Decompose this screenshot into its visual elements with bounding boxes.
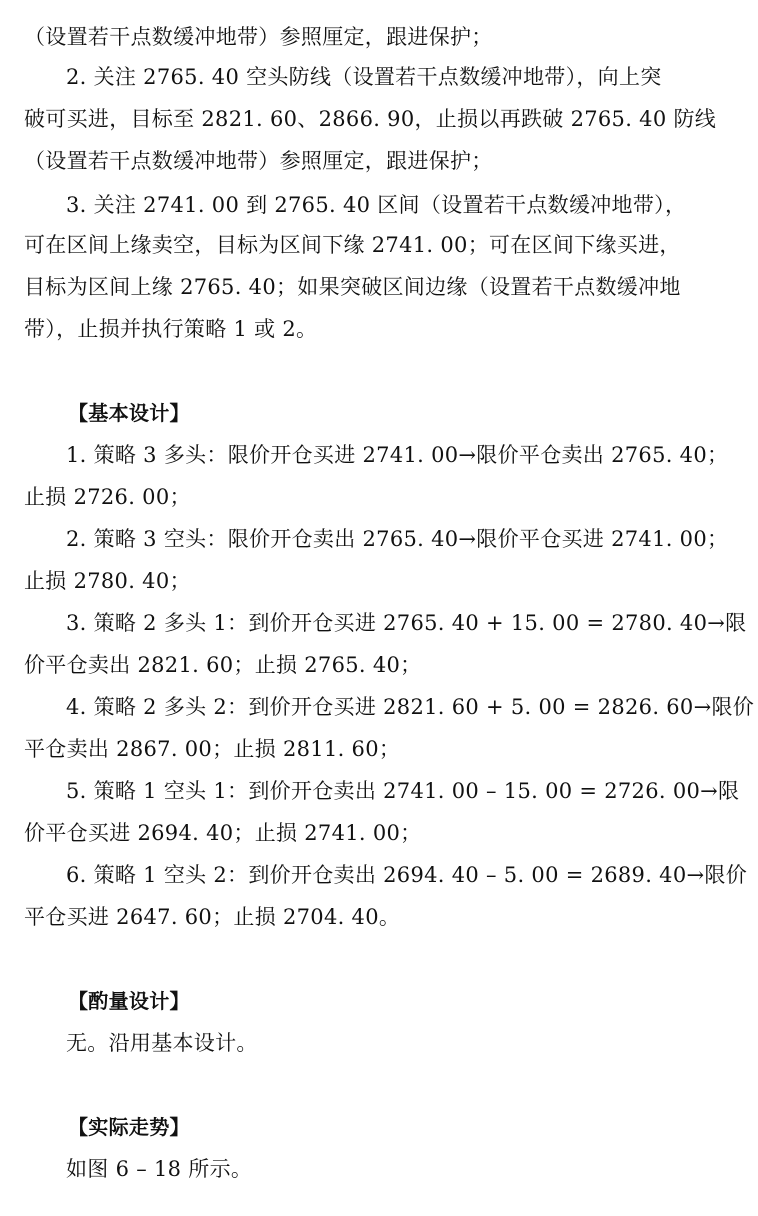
text-line: 可在区间上缘卖空，目标为区间下缘 2741. 00；可在区间下缘买进， bbox=[24, 233, 681, 257]
text-line: 2. 策略 3 空头：限价开仓卖出 2765. 40→限价平仓买进 2741. 00； bbox=[66, 527, 729, 551]
text-line: 价平仓卖出 2821. 60；止损 2765. 40； bbox=[24, 653, 422, 677]
text-line: 6. 策略 1 空头 2：到价开仓卖出 2694. 40 – 5. 00 = 2689. 40→限价 bbox=[66, 863, 747, 887]
text-line: 4. 策略 2 多头 2：到价开仓买进 2821. 60 + 5. 00 = 2826. 60→限价 bbox=[66, 695, 755, 719]
text-line: 2. 关注 2765. 40 空头防线（设置若干点数缓冲地带），向上突 bbox=[66, 65, 662, 89]
text-line: 平仓买进 2647. 60；止损 2704. 40。 bbox=[24, 905, 401, 929]
text-line: 止损 2780. 40； bbox=[24, 569, 191, 593]
section-heading-actual-trend: 【实际走势】 bbox=[68, 1115, 190, 1139]
text-line: 1. 策略 3 多头：限价开仓买进 2741. 00→限价平仓卖出 2765. 40； bbox=[66, 443, 729, 467]
text-line: 平仓卖出 2867. 00；止损 2811. 60； bbox=[24, 737, 401, 761]
text-line: （设置若干点数缓冲地带）参照厘定，跟进保护； bbox=[24, 25, 493, 49]
text-line: 破可买进，目标至 2821. 60、2866. 90，止损以再跌破 2765. 40 防线 bbox=[24, 107, 717, 131]
text-line: 3. 策略 2 多头 1：到价开仓买进 2765. 40 + 15. 00 = 2780. 40→限 bbox=[66, 611, 747, 635]
text-line: 如图 6 – 18 所示。 bbox=[66, 1157, 253, 1181]
text-line: 带），止损并执行策略 1 或 2。 bbox=[24, 317, 318, 341]
text-line: 无。沿用基本设计。 bbox=[66, 1031, 258, 1055]
text-line: 止损 2726. 00； bbox=[24, 485, 191, 509]
text-line: （设置若干点数缓冲地带）参照厘定，跟进保护； bbox=[24, 149, 493, 173]
text-line: 目标为区间上缘 2765. 40；如果突破区间边缘（设置若干点数缓冲地 bbox=[24, 275, 681, 299]
section-heading-basic-design: 【基本设计】 bbox=[68, 401, 190, 425]
section-heading-discretionary-design: 【酌量设计】 bbox=[68, 989, 190, 1013]
text-line: 5. 策略 1 空头 1：到价开仓卖出 2741. 00 – 15. 00 = 2726. 00→限 bbox=[66, 779, 740, 803]
text-line: 价平仓买进 2694. 40；止损 2741. 00； bbox=[24, 821, 422, 845]
text-line: 3. 关注 2741. 00 到 2765. 40 区间（设置若干点数缓冲地带）， bbox=[66, 193, 687, 217]
